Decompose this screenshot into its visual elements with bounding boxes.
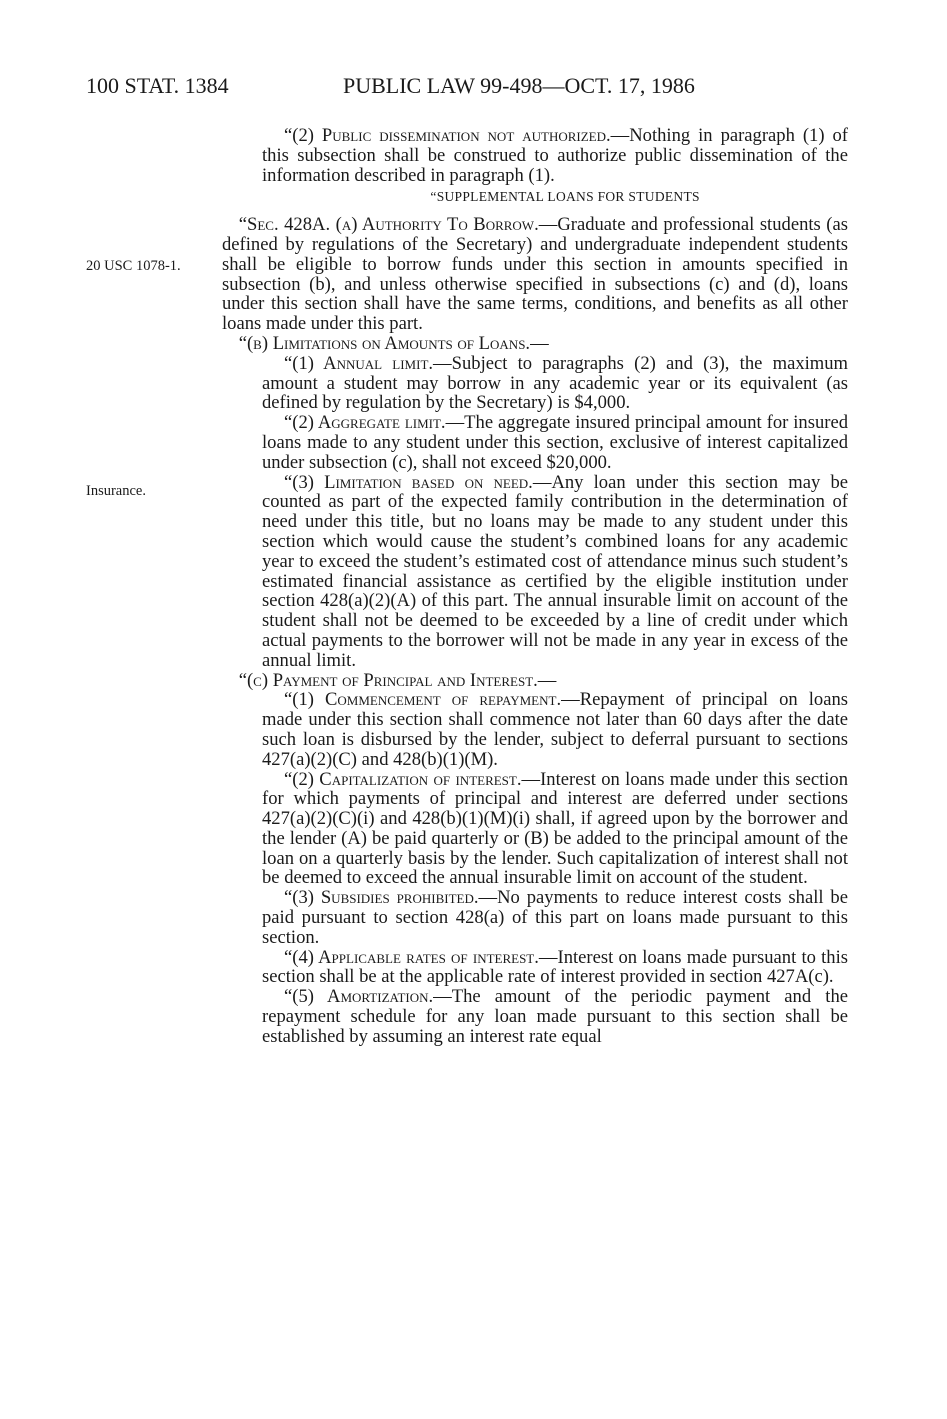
paragraph-b3-text: —Any loan under this section may be counted as part of the expected family contribution in the determination of need under this title, but no loans may be made to any student under this section which would cause the student’s combined loans for any academic year to exceed the student’s estimated cost of attendance minus such student’s estimated financial assistance as certified by the eligible institution under section 428(a)(2)(A) of this part. The annual insurable limit on account of the student shall not be deemed to be exceeded by a line of credit under which actual payments to the borrower will not be made in any year in excess of the annual limit. <box>262 471 848 671</box>
section-428a-lead: “Sec. 428A. (a) Authority To Borrow. <box>238 214 539 236</box>
paragraph-2 <box>222 126 848 185</box>
margin-note-usc: 20 USC 1078-1. <box>86 258 181 274</box>
section-heading: “SUPPLEMENTAL LOANS FOR STUDENTS <box>430 189 700 205</box>
paragraph-b2-text: —The aggregate insured principal amount for insured loans made to any student under this section, exclusive of interest capitalized under subsection (c), shall not exceed $20,000. <box>262 412 848 473</box>
section-428a-text: —Graduate and professional students (as defined by regulations of the Secretary) and undergraduate independent students shall be eligible to borrow funds under this section in amounts specified in subsection (b), and unless otherwise specified in subsections (c) and (d), loans under this section shall have the same terms, conditions, and benefits as all other loans made under this part. <box>222 214 848 335</box>
paragraph-2-heading: “(2) Public dissemination not authorized. <box>284 125 611 146</box>
stat-citation: 100 STAT. 1384 <box>86 73 229 98</box>
paragraph-b1 <box>222 354 848 413</box>
paragraph-c3 <box>222 888 848 947</box>
paragraph-c3-text: —No payments to reduce interest costs shall be paid pursuant to section 428(a) of this part on loans made pursuant to this section. <box>262 887 848 948</box>
law-title: PUBLIC LAW 99-498—OCT. 17, 1986 <box>343 73 695 98</box>
paragraph-c5-text: —The amount of the periodic payment and the repayment schedule for any loan made pursuant to this section shall be established by assuming an interest rate equal <box>262 986 848 1047</box>
paragraph-c1-heading: “(1) Commencement of repayment. <box>284 689 562 711</box>
subsection-b-heading: “(b) Limitations on Amounts of Loans.— <box>238 332 549 354</box>
paragraph-b3-heading: “(3) Limitation based on need. <box>284 471 533 493</box>
margin-note-insurance: Insurance. <box>86 483 146 499</box>
section-428a <box>222 215 848 334</box>
paragraph-c1 <box>222 690 848 769</box>
document-body <box>222 126 848 1047</box>
paragraph-c1-text: —Repayment of principal on loans made under this section shall commence not later than 60 days after the date such loan is disbursed by the lender, subject to deferral pursuant to sections 427(a)(2)(C) and 428(b)(1)(M). <box>262 689 848 770</box>
paragraph-c4-heading: “(4) Applicable rates of interest. <box>284 946 539 968</box>
subsection-c-heading: “(c) Payment of Principal and Interest.— <box>238 669 557 691</box>
paragraph-b1-text: —Subject to paragraphs (2) and (3), the maximum amount a student may borrow in any academic year or its equivalent (as defined by regulation by the Secretary) is $4,000. <box>262 352 849 414</box>
paragraph-c5-heading: “(5) Amortization. <box>284 986 434 1008</box>
paragraph-b1-heading: “(1) Annual limit. <box>284 352 434 374</box>
paragraph-c2-text: —Interest on loans made under this section for which payments of principal and interest are deferred under sections 427(a)(2)(C)(i) and 428(b)(1)(M)(i) shall, if agreed upon by the borrower and the lender (A) be paid quarterly or (B) be added to the principal amount of the loan on a quarterly basis by the lender. Such capitalization of interest shall not be deemed to exceed the annual insurable limit on account of the student. <box>262 768 848 889</box>
paragraph-b2-heading: “(2) Aggregate limit. <box>284 412 446 434</box>
paragraph-c2 <box>222 770 848 889</box>
paragraph-b3 <box>222 473 848 671</box>
paragraph-c2-heading: “(2) Capitalization of interest. <box>284 768 522 790</box>
paragraph-2-text: —Nothing in paragraph (1) of this subsection shall be construed to authorize public dissemination of the information described in paragraph (1). <box>262 125 848 186</box>
paragraph-c3-heading: “(3) Subsidies prohibited. <box>284 887 479 909</box>
paragraph-c5 <box>222 987 848 1046</box>
paragraph-b2 <box>222 413 848 472</box>
paragraph-c4-text: —Interest on loans made pursuant to this section shall be at the applicable rate of interest provided in section 427A(c). <box>262 946 848 988</box>
paragraph-c4 <box>222 948 848 988</box>
